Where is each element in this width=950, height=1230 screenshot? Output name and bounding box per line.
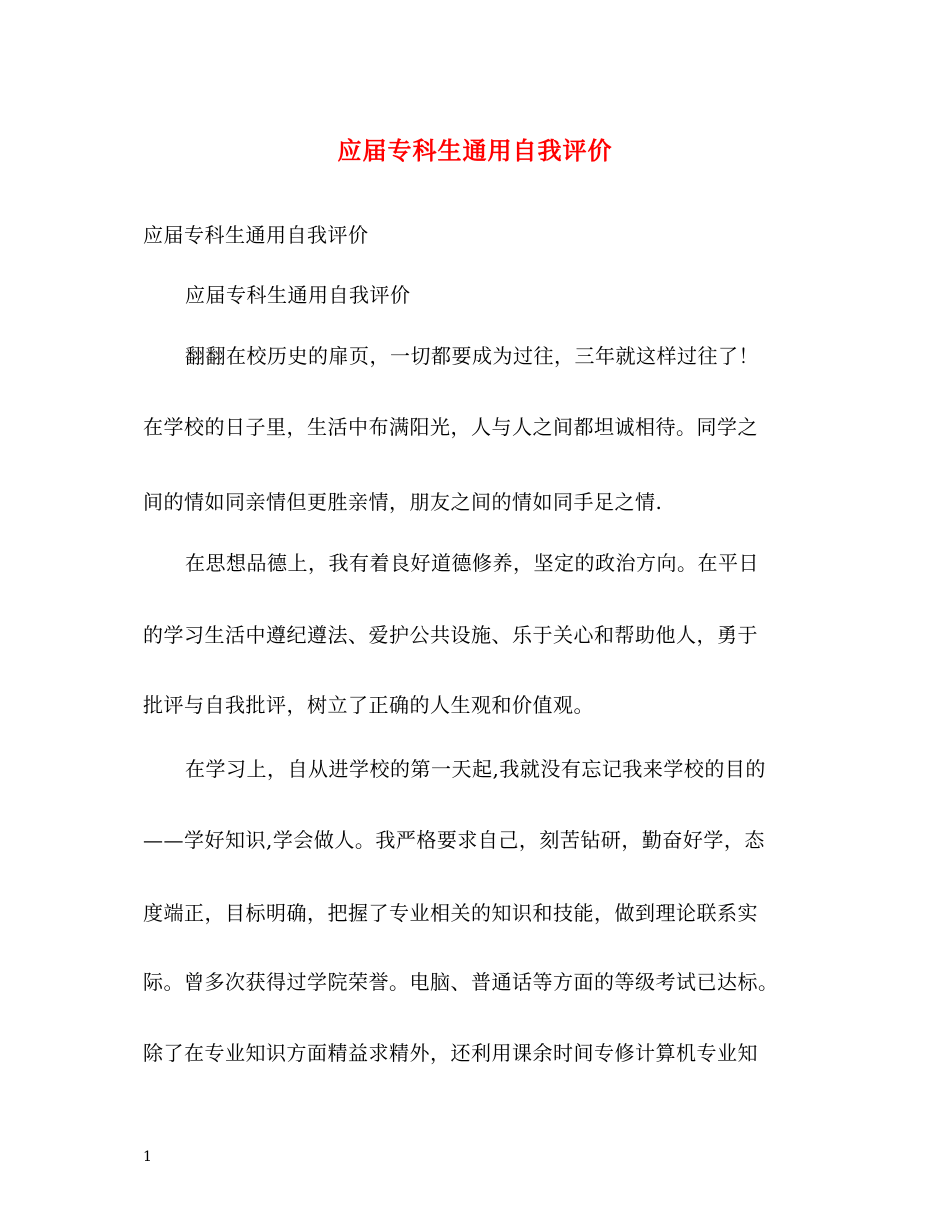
text-line: 度端正，目标明确，把握了专业相关的知识和技能，做到理论联系实 xyxy=(143,901,758,925)
text-line: ——学好知识,学会做人。我严格要求自己，刻苦钻研，勤奋好学，态 xyxy=(143,828,765,852)
document-title: 应届专科生通用自我评价 xyxy=(337,136,613,165)
text-line: 在学校的日子里，生活中布满阳光，人与人之间都坦诚相待。同学之 xyxy=(143,415,758,439)
text-line: 间的情如同亲情但更胜亲情，朋友之间的情如同手足之情. xyxy=(143,490,663,514)
text-line: 批评与自我批评，树立了正确的人生观和价值观。 xyxy=(143,693,594,717)
text-line: 际。曾多次获得过学院荣誉。电脑、普通话等方面的等级考试已达标。 xyxy=(143,970,779,994)
text-line: 在思想品德上，我有着良好道德修养，坚定的政治方向。在平日 xyxy=(185,551,759,575)
text-line: 翻翻在校历史的扉页，一切都要成为过往，三年就这样过往了！ xyxy=(185,344,759,368)
text-line: 应届专科生通用自我评价 xyxy=(143,223,369,247)
text-line: 除了在专业知识方面精益求精外，还利用课余时间专修计算机专业知 xyxy=(143,1041,758,1065)
text-line: 应届专科生通用自我评价 xyxy=(185,283,411,307)
text-line: 的学习生活中遵纪遵法、爱护公共设施、乐于关心和帮助他人，勇于 xyxy=(143,623,758,647)
text-line: 在学习上，自从进学校的第一天起,我就没有忘记我来学校的目的 xyxy=(185,757,766,781)
page-number: 1 xyxy=(143,1149,152,1165)
